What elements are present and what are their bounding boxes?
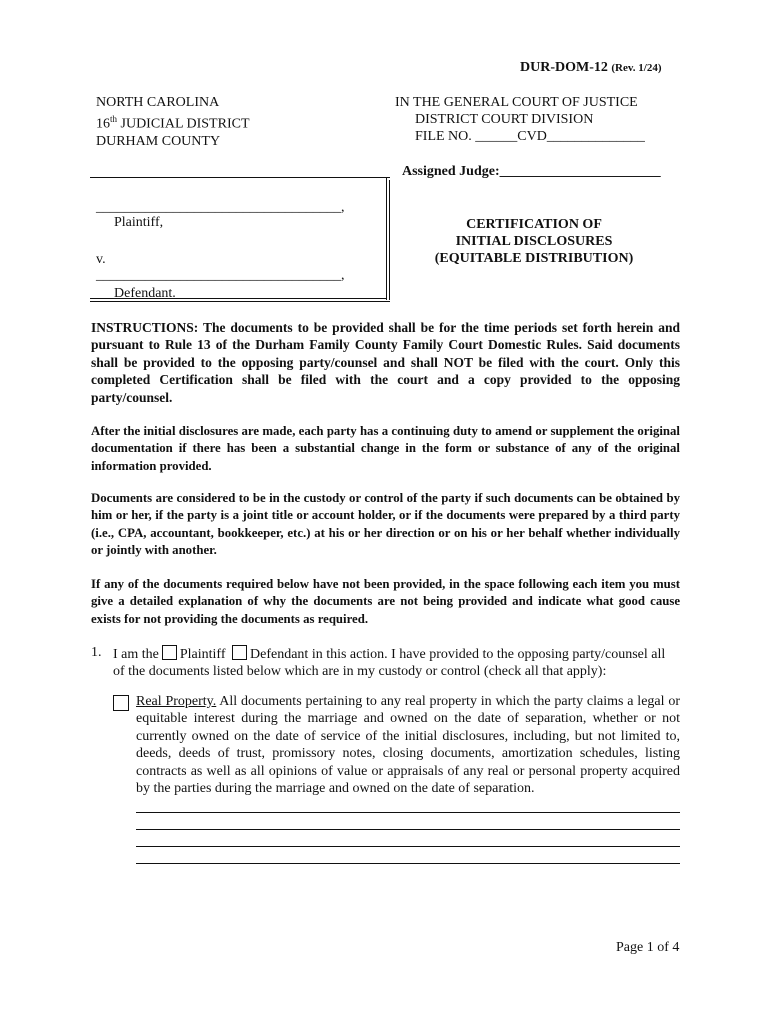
title-line-3: (EQUITABLE DISTRIBUTION) [434,251,634,266]
real-property-checkbox[interactable] [113,695,129,711]
explanation-line[interactable] [136,863,680,864]
plaintiff-checkbox[interactable] [162,645,177,660]
real-property-heading: Real Property. [136,694,217,709]
page-number: Page 1 of 4 [616,940,680,955]
title-line-2: INITIAL DISCLOSURES [455,234,613,249]
plaintiff-name-field[interactable]: ___________________________________, [96,200,345,215]
versus-label: v. [96,252,106,267]
form-revision: (Rev. 1/24) [611,62,662,74]
court-name: IN THE GENERAL COURT OF JUSTICE [395,95,638,110]
caption-court-block [395,94,645,145]
item-1-statement: I am the Plaintiff Defendant in this action. I have provided to the opposing party/counsel all of the documents listed below which are in my custody or control (check all that apply): [113,647,666,679]
continuing-duty-paragraph: After the initial disclosures are made, each party has a continuing duty to amend or supplement the original documentation if there has been a substantial change in the form or substance of any of the original information provided. [91,424,680,473]
real-property-description: All documents pertaining to any real property in which the party claims a legal or equitable interest during the marriage and owned on the date of separation, whether or not currently owned on the date of service of the initial disclosures, including, but not limited to, deeds, deeds of trust, promissory notes, closing documents, amortization schedules, listing contracts as well as all opinions of value or appraisals of any real or personal property acquired by the parties during the marriage and owned on the date of separation. [136,694,680,797]
defendant-checkbox[interactable] [232,645,247,660]
file-number-field[interactable]: FILE NO. ______CVD______________ [415,129,645,144]
missing-documents-paragraph: If any of the documents required below have not been provided, in the space following each item you must give a detailed explanation of why the documents are not being provided and indicate what good cause exists for not providing the documents as required. [91,577,680,626]
form-id [520,60,661,76]
custody-control-paragraph: Documents are considered to be in the custody or control of the party if such documents can be obtained by him or her, if the party is a joint title or account holder, or if the documents were prepared by a third party (i.e., CPA, accountant, bookkeeper, etc.) at his or her direction or on his or her behalf whether individually or jointly with another. [91,491,680,558]
state-name: NORTH CAROLINA [96,95,220,110]
assigned-judge-field[interactable]: Assigned Judge:_______________________ [402,164,661,179]
defendant-name-field[interactable]: ___________________________________, [96,268,345,283]
title-line-1: CERTIFICATION OF [466,217,602,232]
court-division: DISTRICT COURT DIVISION [415,112,594,127]
document-title [410,216,658,267]
instructions-paragraph: INSTRUCTIONS: The documents to be provided shall be for the time periods set forth herein and pursuant to Rule 13 of the Durham Family County Family Court Domestic Rules. Said documents shall be provided to the opposing party/counsel and shall NOT be filed with the court. Only this completed Certification shall be filed with the court and a copy provided to the opposing party/counsel. [91,320,680,405]
judicial-district: 16th JUDICIAL DISTRICT [96,114,250,132]
form-number: DUR-DOM-12 [520,60,608,75]
caption-box-border [386,177,387,300]
caption-top-rule [90,177,390,178]
explanation-line[interactable] [136,829,680,830]
explanation-line[interactable] [136,846,680,847]
explanation-line[interactable] [136,812,680,813]
caption-state-block [96,94,250,150]
plaintiff-label: Plaintiff, [114,215,164,230]
item-number: 1. [91,645,102,660]
caption-box-border-shadow [389,180,390,300]
county-name: DURHAM COUNTY [96,133,221,149]
defendant-label: Defendant. [114,286,176,301]
real-property-item [136,693,680,797]
